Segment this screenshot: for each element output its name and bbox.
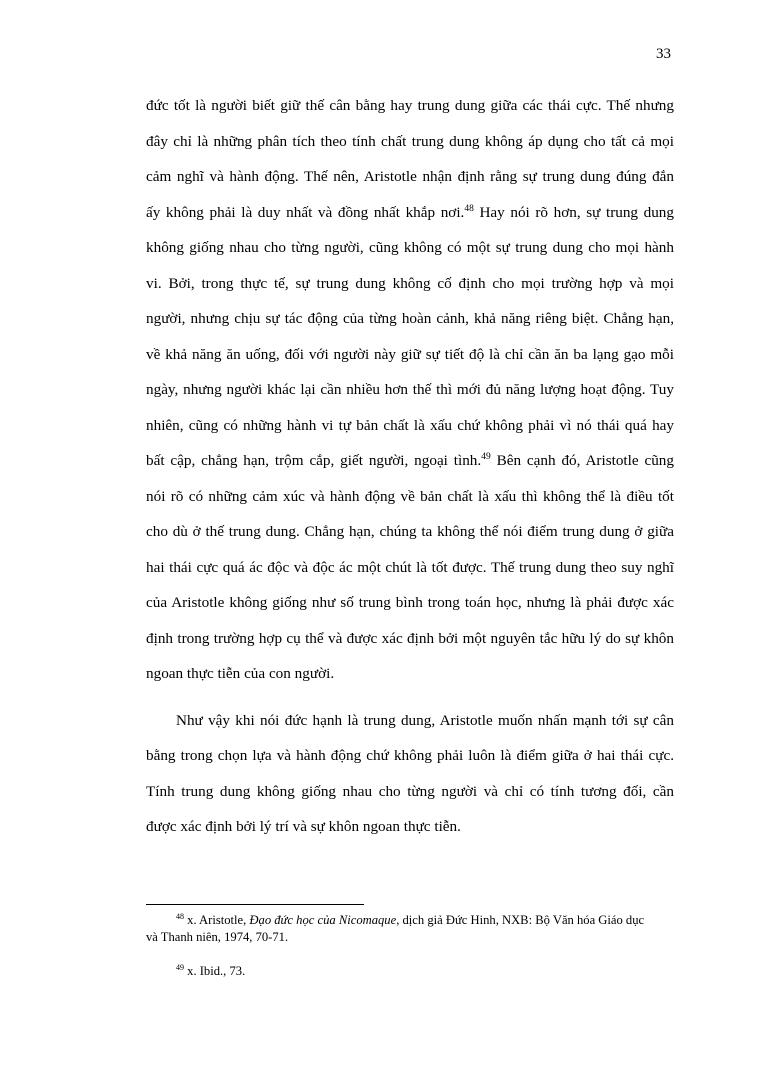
footnote-line: và Thanh niên, 1974, 70-71. [146,930,289,944]
footnote-separator [146,904,364,905]
text-line [146,443,674,479]
footnote-text: x. Ibid., 73. [184,964,246,978]
page-number: 33 [656,46,671,62]
text-line: ngoan thực tiễn của con người. [146,665,335,682]
text-line: đây chỉ là những phân tích theo tính chất trung dung không áp dụng cho tất cả mọi [146,132,674,150]
footnote-number: 49 [176,962,184,972]
footnote-text: , dịch giả Đức Hinh, NXB: Bộ Văn hóa Giáo dục [396,913,645,927]
text-line: cho dù ở thế trung dung. Chẳng hạn, chúng ta không thể nói điểm trung dung ở giữa [146,523,674,540]
paragraph-2 [146,703,674,845]
text-segment: Hay nói rõ hơn, sự trung dung [473,203,674,221]
text-line: ngày, nhưng người khác lại cần nhiều hơn thế thì mới đủ năng lượng hoạt động. Tuy [146,381,674,398]
text-line: người, nhưng chịu sự tác động của từng hoàn cảnh, khả năng riêng biệt. Chẳng hạn, [146,310,674,327]
footnote-text: x. Aristotle, [184,913,250,927]
text-line: nhiên, cũng có những hành vi tự bản chất là xấu chứ không phải vì nó thái quá hay [146,416,674,434]
text-line: cảm nghĩ và hành động. Thế nên, Aristotle nhận định rằng sự trung dung đúng đắn [146,168,674,185]
text-segment: ấy không phải là duy nhất và đồng nhất khắp nơi. [146,203,465,221]
text-line: vi. Bởi, trong thực tế, sự trung dung không cố định cho mọi trường hợp và mọi [146,274,674,292]
text-line: Tính trung dung không giống nhau cho từng người và chỉ có tính tương đối, cần [146,782,674,800]
footnote-number: 48 [176,911,184,921]
text-segment: Bên cạnh đó, Aristotle cũng [490,452,674,469]
footnote-line [146,912,676,929]
text-line: của Aristotle không giống như số trung bình trong toán học, nhưng là phải được xác [146,594,674,611]
text-line: về khả năng ăn uống, đối với người này giữ sự tiết độ là chỉ cần ăn ba lạng gạo mỗi [146,345,674,363]
paragraph-gap [146,692,674,703]
footnotes [146,912,676,997]
text-line: nói rõ có những cảm xúc và hành động về bản chất là xấu thì không thể là điều tốt [146,487,674,505]
footnote-49 [146,963,676,980]
footnote-book-title: Đạo đức học của Nicomaque [249,913,397,927]
text-line: không giống nhau cho từng người, cũng không có một sự trung dung cho mọi hành [146,239,674,256]
body-text [146,88,674,845]
text-line: đức tốt là người biết giữ thế cân bằng hay trung dung giữa các thái cực. Thế nhưng [146,97,674,114]
footnote-48 [146,912,676,946]
paragraph-1 [146,88,674,692]
text-line [146,195,674,231]
text-line: bằng trong chọn lựa và hành động chứ không phải luôn là điểm giữa ở hai thái cực. [146,747,674,764]
footnote-line [146,963,676,980]
text-segment: bất cập, chẳng hạn, trộm cắp, giết người, ngoại tình. [146,452,482,469]
footnote-ref-49[interactable]: 49 [481,451,491,462]
text-line: hai thái cực quá ác độc và độc ác một chút là tốt được. Thế trung dung theo suy nghĩ [146,558,674,576]
text-line: định trong trường hợp cụ thể và được xác định bởi một nguyên tắc hữu lý do sự khôn [146,629,674,647]
footnote-ref-48[interactable]: 48 [464,203,474,214]
text-line: được xác định bởi lý trí và sự khôn ngoan thực tiễn. [146,818,461,835]
text-line: Như vậy khi nói đức hạnh là trung dung, Aristotle muốn nhấn mạnh tới sự cân [176,711,674,729]
